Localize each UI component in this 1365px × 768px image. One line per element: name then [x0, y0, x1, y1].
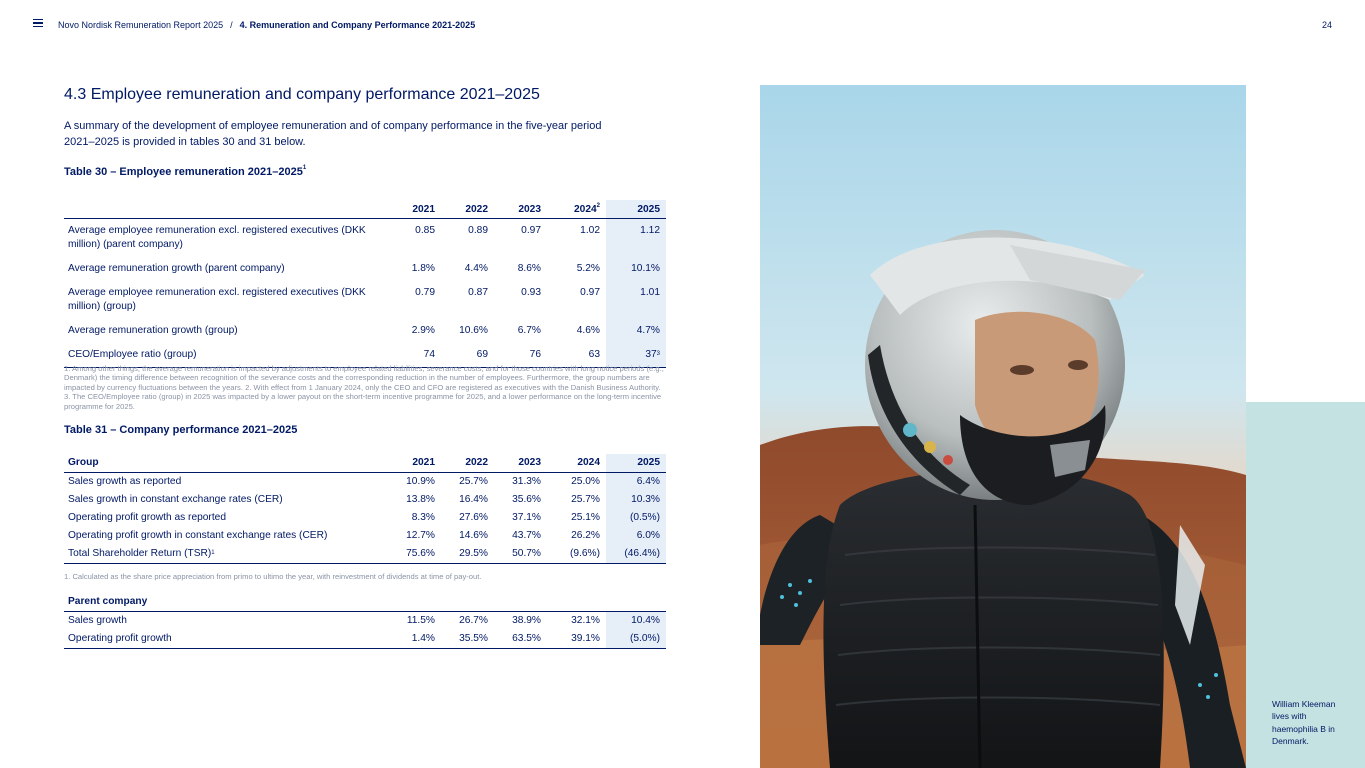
- cell-value: 63.5%: [494, 630, 547, 649]
- table31-row: [64, 491, 666, 509]
- table30-year-header: 2024$^2$: [547, 200, 606, 218]
- parent-company-header: Parent company: [64, 593, 394, 611]
- row-label: Sales growth: [68, 614, 127, 626]
- table30-row: [64, 319, 666, 343]
- cell-value: 50.7%: [494, 545, 547, 564]
- table30-caption-footnote-ref: 1: [302, 165, 307, 171]
- cell-value: 6.4%: [606, 472, 666, 491]
- parent-header-row: [64, 593, 666, 611]
- cell-value: 35.5%: [441, 630, 494, 649]
- cell-value: (46.4%): [606, 545, 666, 564]
- cell-value: 27.6%: [459, 511, 488, 523]
- cell-value: 25.7%: [459, 475, 488, 487]
- cell-value: 26.7%: [459, 614, 488, 626]
- table31-year-header: 2023: [494, 454, 547, 472]
- table30-caption-text: Table 30 – Employee remuneration 2021–2025: [64, 166, 303, 178]
- cell-value: 74: [394, 343, 441, 368]
- cell-value: 0.97: [580, 286, 600, 298]
- cell-value: 2.9%: [411, 324, 435, 336]
- table31-year-header: 2022: [441, 454, 494, 472]
- cell-value: 13.8%: [406, 493, 435, 505]
- parent-company-table: [64, 593, 666, 649]
- cell-value: 0.79: [415, 286, 435, 298]
- table30-footnote: 1. Among other things, the average remuneration is impacted by adjustments to employee related liabilities, severance costs, and for those countries with long notice periods (e.g., Denmark) the timing difference between recognition of the severance costs and the corresponding reduction in the number of employees. Furthermore, the group numbers are impacted by currency fluctuations between the years. 2. With effect from 1 January 2024, only the CEO and CFO are registered as executives with the Danish Business Authority. 3. The CEO/Employee ratio (group) in 2025 was impacted by a lower payout on the short-term incentive programme for 2025, and a lower performance on the long-term incentive programme for 2025.: [64, 364, 664, 411]
- row-label: Average employee remuneration excl. registered executives (DKK million) (group): [68, 286, 366, 312]
- table31-header-row: [64, 454, 666, 472]
- table31-year-header: 2025: [606, 454, 666, 472]
- table30-year-header: 2022: [441, 200, 494, 218]
- cell-value: 4.6%: [576, 324, 600, 336]
- row-label: Operating profit growth as reported: [68, 511, 226, 523]
- cell-value: 14.6%: [459, 529, 488, 541]
- cell-value: 43.7%: [512, 529, 541, 541]
- cell-value: 25.1%: [571, 511, 600, 523]
- cell-value: 0.89: [468, 224, 488, 236]
- page-number: 24: [1322, 20, 1333, 30]
- breadcrumb-current-section: 4. Remuneration and Company Performance 2021-2025: [239, 20, 476, 30]
- cell-value: (0.5%): [606, 509, 666, 527]
- cell-value: 76: [494, 343, 547, 368]
- cell-value: 12.7%: [406, 529, 435, 541]
- cell-value: 4.4%: [464, 262, 488, 274]
- row-label: Sales growth in constant exchange rates (CER): [68, 493, 283, 505]
- table30-row: [64, 257, 666, 281]
- menu-icon[interactable]: [33, 19, 43, 27]
- photo-caption: William Kleeman lives with haemophilia B in Denmark.: [1272, 699, 1336, 747]
- cell-value: 39.1%: [547, 630, 606, 649]
- cell-value: 6.0%: [606, 527, 666, 545]
- cell-value: 25.0%: [571, 475, 600, 487]
- row-label: Average employee remuneration excl. registered executives (DKK million) (parent company): [68, 224, 366, 250]
- cell-value: 1.01: [606, 281, 666, 319]
- cell-value: 8.6%: [517, 262, 541, 274]
- parent-row: [64, 611, 666, 630]
- breadcrumb-report-link[interactable]: Novo Nordisk Remuneration Report 2025: [58, 20, 224, 30]
- table31-row: [64, 509, 666, 527]
- table31-caption: Table 31 – Company performance 2021–2025: [64, 424, 298, 436]
- motocross-rider-photo: [760, 85, 1246, 768]
- table30-year-footnote-ref: 2: [596, 202, 600, 209]
- cell-value: 0.85: [415, 224, 435, 236]
- cell-value: 1.02: [580, 224, 600, 236]
- ceo-ratio-footnote-ref: 3: [656, 350, 660, 357]
- cell-value: 69: [441, 343, 494, 368]
- cell-value: 25.7%: [571, 493, 600, 505]
- row-label: CEO/Employee ratio (group): [64, 343, 394, 368]
- cell-value: 0.87: [468, 286, 488, 298]
- cell-value: 10.1%: [606, 257, 666, 281]
- cell-value: 10.3%: [606, 491, 666, 509]
- table31-row: [64, 472, 666, 491]
- top-bar: [0, 0, 1365, 52]
- table31-footnote: 1. Calculated as the share price appreciation from primo to ultimo the year, with reinvestment of dividends at time of pay-out.: [64, 572, 482, 581]
- cell-value: 10.6%: [459, 324, 488, 336]
- row-label: Operating profit growth in constant exchange rates (CER): [68, 529, 328, 541]
- breadcrumb: [58, 20, 475, 30]
- cell-value: 5.2%: [576, 262, 600, 274]
- cell-value: 37.1%: [512, 511, 541, 523]
- row-label: Operating profit growth: [64, 630, 394, 649]
- table31-year-header: 2024: [547, 454, 606, 472]
- table31-row: [64, 545, 666, 564]
- table31: [64, 454, 666, 564]
- section-intro: A summary of the development of employee remuneration and of company performance in the five-year period 2021–2025 is provided in tables 30 and 31 below.: [64, 120, 602, 148]
- table30: [64, 200, 666, 368]
- cell-value: 1.4%: [394, 630, 441, 649]
- cell-value: 38.9%: [512, 614, 541, 626]
- table30-header-label: [64, 200, 394, 218]
- table31-year-header: 2021: [394, 454, 441, 472]
- parent-row: [64, 630, 666, 649]
- cell-value: 29.5%: [441, 545, 494, 564]
- table30-row: [64, 218, 666, 257]
- table30-year-header: 2023: [494, 200, 547, 218]
- table30-year-header: 2025: [606, 200, 666, 218]
- cell-value: 32.1%: [571, 614, 600, 626]
- group-header: Group: [64, 454, 394, 472]
- table30-header-row: [64, 200, 666, 218]
- row-label: Total Shareholder Return (TSR)$^1$: [64, 545, 394, 564]
- cell-value: 35.6%: [512, 493, 541, 505]
- photo-illustration: [760, 85, 1246, 768]
- section-heading: 4.3 Employee remuneration and company performance 2021–2025: [64, 86, 540, 103]
- cell-value: $37^3$: [606, 343, 666, 368]
- table30-caption: [64, 166, 306, 178]
- cell-value: 63: [547, 343, 606, 368]
- row-label: Sales growth as reported: [68, 475, 182, 487]
- breadcrumb-separator: /: [230, 20, 233, 30]
- cell-value: 10.9%: [406, 475, 435, 487]
- cell-value: 16.4%: [459, 493, 488, 505]
- cell-value: 1.12: [606, 218, 666, 257]
- cell-value: 10.4%: [606, 611, 666, 630]
- cell-value: 26.2%: [571, 529, 600, 541]
- cell-value: 1.8%: [411, 262, 435, 274]
- cell-value: 6.7%: [517, 324, 541, 336]
- cell-value: 11.5%: [406, 614, 435, 626]
- cell-value: 8.3%: [411, 511, 435, 523]
- cell-value: 31.3%: [512, 475, 541, 487]
- table31-row: [64, 527, 666, 545]
- cell-value: 4.7%: [606, 319, 666, 343]
- cell-value: 0.97: [521, 224, 541, 236]
- cell-value: 0.93: [521, 286, 541, 298]
- row-label: Average remuneration growth (group): [68, 324, 238, 336]
- cell-value: 75.6%: [394, 545, 441, 564]
- cell-value: (5.0%): [606, 630, 666, 649]
- row-label: Average remuneration growth (parent company): [68, 262, 285, 274]
- tsr-footnote-ref: 1: [211, 549, 215, 556]
- table30-year-header: 2021: [394, 200, 441, 218]
- cell-value: (9.6%): [547, 545, 606, 564]
- table30-row: [64, 281, 666, 319]
